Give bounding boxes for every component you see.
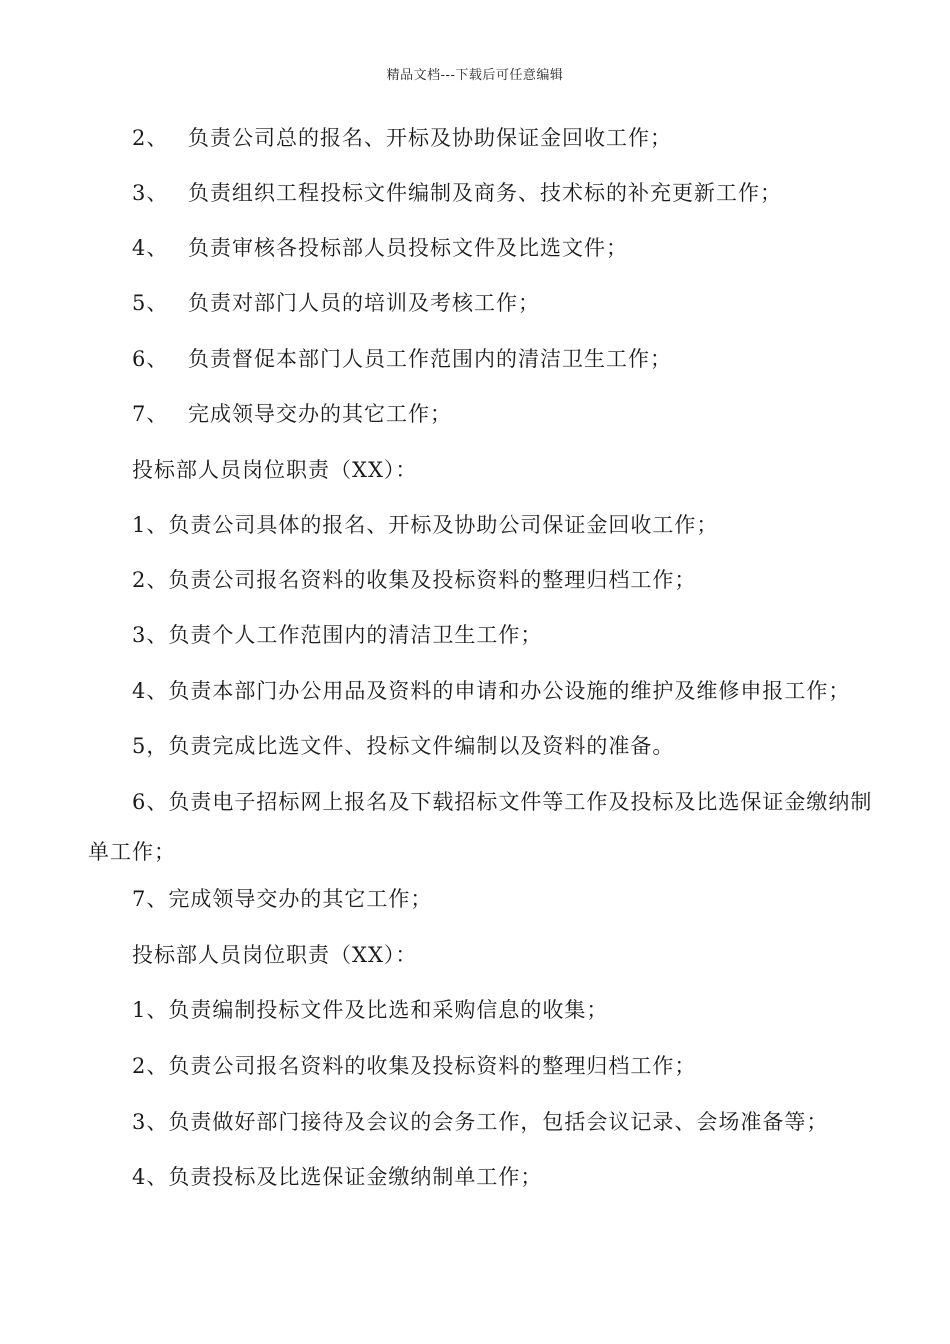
list-item: 1、负责编制投标文件及比选和采购信息的收集； (132, 998, 609, 1022)
item-text: 完成领导交办的其它工作； (188, 402, 452, 426)
list-item: 2、负责公司报名资料的收集及投标资料的整理归档工作； (132, 1054, 697, 1078)
item-text: 负责审核各投标部人员投标文件及比选文件； (188, 236, 628, 260)
list-item (132, 234, 628, 262)
item-number: 3、 (132, 181, 169, 205)
list-item: 1、负责公司具体的报名、开标及协助公司保证金回收工作； (132, 513, 719, 537)
list-item: 7、完成领导交办的其它工作； (132, 887, 433, 911)
list-item: 4、负责投标及比选保证金缴纳制单工作； (132, 1165, 543, 1189)
list-item (132, 345, 672, 373)
item-number: 4、 (132, 236, 169, 260)
item-number: 5、 (132, 291, 169, 315)
list-item: 2、负责公司报名资料的收集及投标资料的整理归档工作； (132, 568, 697, 592)
list-item: 4、负责本部门办公用品及资料的申请和办公设施的维护及维修申报工作； (132, 679, 851, 703)
list-item: 3、负责个人工作范围内的清洁卫生工作； (132, 623, 543, 647)
item-text: 负责组织工程投标文件编制及商务、技术标的补充更新工作； (188, 181, 782, 205)
item-text: 负责对部门人员的培训及考核工作； (188, 291, 540, 315)
section-title: 投标部人员岗位职责（XX）： (132, 943, 418, 967)
list-item-wrapped: 6、负责电子招标网上报名及下载招标文件等工作及投标及比选保证金缴纳制单工作； (88, 790, 873, 864)
item-text: 负责督促本部门人员工作范围内的清洁卫生工作； (188, 347, 672, 371)
list-item (132, 124, 672, 152)
list-item (132, 289, 540, 317)
section-title: 投标部人员岗位职责（XX）： (132, 458, 418, 482)
list-item (132, 179, 782, 207)
item-number: 2、 (132, 126, 169, 150)
item-number: 7、 (132, 402, 169, 426)
item-text: 负责公司总的报名、开标及协助保证金回收工作； (188, 126, 672, 150)
list-item (132, 400, 452, 428)
page-header: 精品文档---下载后可任意编辑 (386, 68, 564, 83)
list-item: 3、负责做好部门接待及会议的会务工作，包括会议记录、会场准备等； (132, 1110, 829, 1134)
item-number: 6、 (132, 347, 169, 371)
list-item: 5，负责完成比选文件、投标文件编制以及资料的准备。 (132, 734, 675, 758)
